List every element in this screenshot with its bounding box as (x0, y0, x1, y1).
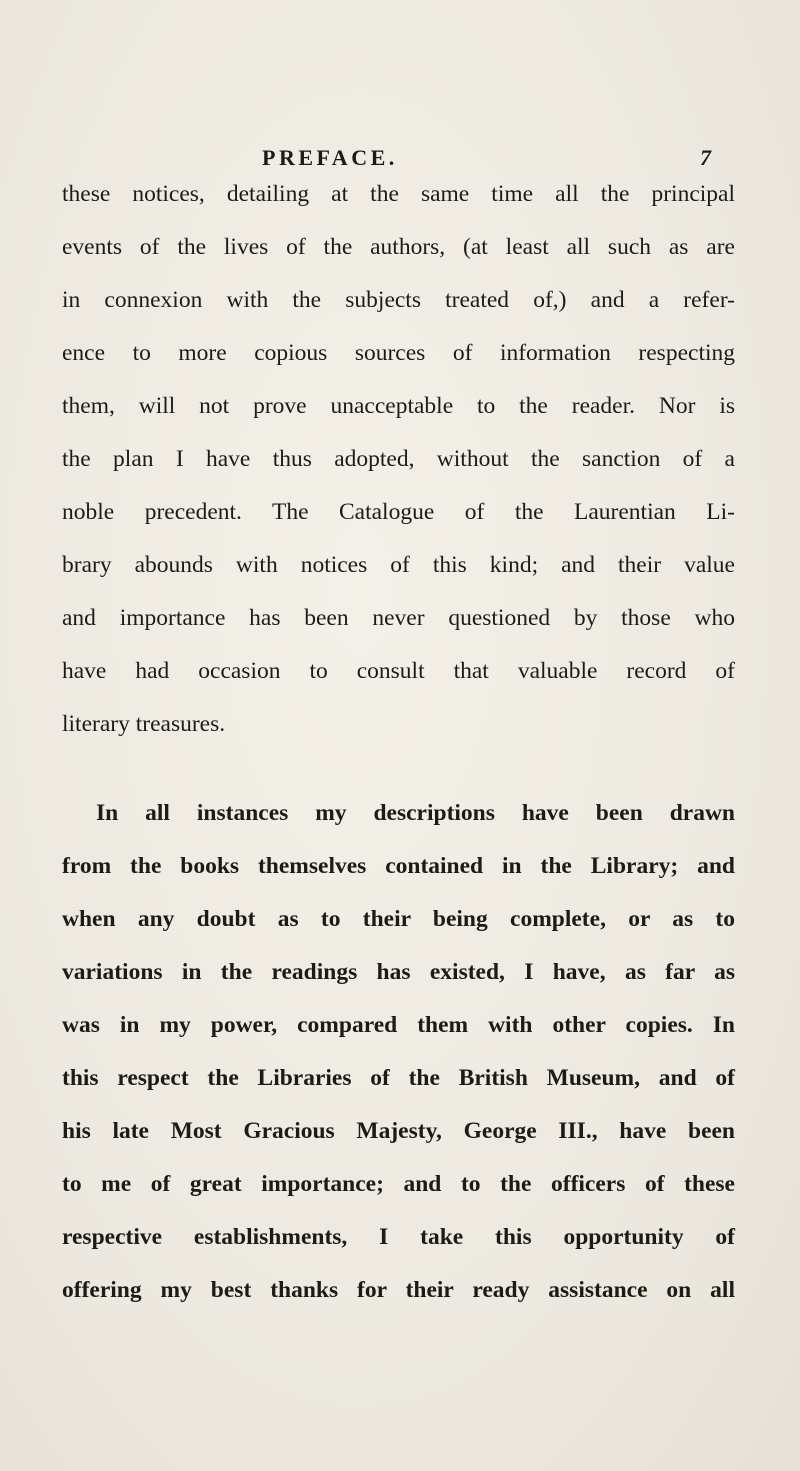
text-line: offering my best thanks for their ready assistance on all (62, 1277, 735, 1303)
page-number: 7 (700, 145, 711, 170)
text-line: In all instances my descriptions have been drawn (96, 800, 735, 826)
text-line: and importance has been never questioned by those who (62, 605, 735, 631)
text-line: in connexion with the subjects treated of,) and a refer- (62, 287, 735, 313)
text-line: events of the lives of the authors, (at least all such as are (62, 234, 735, 260)
text-line: variations in the readings has existed, I have, as far as (62, 959, 735, 985)
text-line: literary treasures. (62, 711, 226, 737)
text-line: these notices, detailing at the same time all the principal (62, 181, 735, 207)
running-head: PREFACE. (262, 145, 398, 170)
text-line: this respect the Libraries of the British Museum, and of (62, 1065, 735, 1091)
text-line: to me of great importance; and to the officers of these (62, 1171, 735, 1197)
text-line: respective establishments, I take this opportunity of (62, 1224, 735, 1250)
text-line: brary abounds with notices of this kind; and their value (62, 552, 735, 578)
text-line: his late Most Gracious Majesty, George III., have been (62, 1118, 735, 1144)
text-line: when any doubt as to their being complete, or as to (62, 906, 735, 932)
text-line: noble precedent. The Catalogue of the Laurentian Li- (62, 499, 735, 525)
text-line: from the books themselves contained in the Library; and (62, 853, 735, 879)
text-line: have had occasion to consult that valuable record of (62, 658, 735, 684)
text-line: the plan I have thus adopted, without the sanction of a (62, 446, 735, 472)
page-header (0, 143, 800, 173)
text-line: was in my power, compared them with other copies. In (62, 1012, 735, 1038)
text-line: them, will not prove unacceptable to the reader. Nor is (62, 393, 735, 419)
text-line: ence to more copious sources of information respecting (62, 340, 735, 366)
